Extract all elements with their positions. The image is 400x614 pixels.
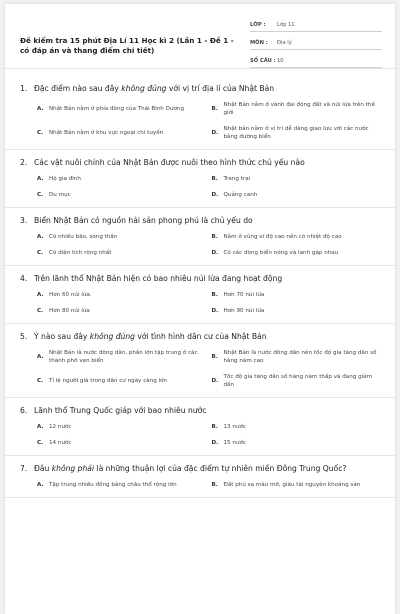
question-text	[34, 331, 380, 342]
answer-option[interactable]	[212, 101, 381, 117]
question-number: 1.	[20, 84, 28, 93]
option-text: Hơn 80 núi lửa	[49, 308, 90, 314]
answer-option[interactable]	[37, 373, 206, 389]
page-title: Đề kiểm tra 15 phút Địa Lí 11 Học kì 2 (Lần 1 - Đề 1 - có đáp án và thang điểm chi tiết)	[20, 36, 234, 55]
answer-option[interactable]	[37, 423, 206, 431]
answer-option[interactable]	[212, 233, 381, 241]
question-text-start: Các vật nuôi chính của Nhật Bản được nuôi theo hình thức chủ yếu nào	[34, 158, 305, 167]
question-text-start: Đâu	[34, 464, 52, 473]
question-2	[5, 150, 395, 208]
question-text	[34, 405, 380, 416]
answer-options	[20, 233, 380, 257]
answer-option[interactable]	[37, 349, 206, 365]
question-number: 2.	[20, 158, 28, 167]
answer-option[interactable]	[212, 373, 381, 389]
question-prompt	[20, 157, 380, 168]
question-text-start: Đặc điểm nào sau đây	[34, 84, 122, 93]
answer-option[interactable]	[212, 349, 381, 365]
question-4	[5, 266, 395, 324]
answer-option[interactable]	[212, 481, 381, 489]
option-letter: A.	[37, 234, 44, 240]
answer-options	[20, 101, 380, 141]
question-number: 5.	[20, 332, 28, 341]
meta-label-class: LỚP :	[250, 21, 266, 28]
question-prompt	[20, 215, 380, 226]
question-number: 3.	[20, 216, 28, 225]
meta-row-count	[250, 54, 382, 68]
meta-value-count: 10	[277, 57, 284, 64]
answer-option[interactable]	[37, 307, 206, 315]
option-letter: C.	[37, 192, 44, 198]
option-letter: D.	[211, 192, 219, 198]
option-letter: C.	[37, 378, 44, 384]
option-text: Có các dòng biển nóng và lạnh gặp nhau	[223, 250, 339, 256]
option-text: Có nhiều bão, sóng thần	[49, 234, 118, 240]
answer-option[interactable]	[212, 249, 381, 257]
option-letter: D.	[211, 378, 219, 384]
option-text: 13 nước	[223, 424, 246, 430]
question-prompt	[20, 273, 380, 284]
option-text: Tập trung nhiều đồng bằng châu thổ rộng lớn	[49, 482, 177, 488]
option-letter: C.	[37, 440, 44, 446]
question-text-start: Lãnh thổ Trung Quốc giáp với bao nhiêu nước	[34, 406, 207, 415]
meta-value-class: Lớp 11	[277, 21, 295, 28]
meta-row-class	[250, 18, 382, 32]
option-letter: B.	[211, 234, 218, 240]
option-text: Tỉ lệ người già trong dân cư ngày càng lớn	[49, 378, 168, 384]
option-letter: A.	[37, 482, 44, 488]
option-text: Hộ gia đình	[49, 176, 81, 182]
question-prompt	[20, 331, 380, 342]
question-number: 7.	[20, 464, 28, 473]
option-text: Hơn 60 núi lửa.	[49, 292, 92, 298]
answer-option[interactable]	[37, 249, 206, 257]
question-text-end: với tình hình dân cư của Nhật Bản	[134, 332, 267, 341]
answer-option[interactable]	[212, 439, 381, 447]
meta-box	[250, 18, 382, 72]
question-1	[5, 76, 395, 150]
option-letter: B.	[211, 354, 218, 360]
question-text	[34, 273, 380, 284]
question-text-start: Ý nào sau đây	[34, 332, 90, 341]
question-text-end: với vị trí địa lí của Nhật Bản	[166, 84, 275, 93]
document-page	[5, 4, 395, 614]
question-list	[5, 76, 395, 498]
option-text: Hơn 70 núi lửa	[223, 292, 265, 298]
option-letter: D.	[211, 130, 219, 136]
answer-options	[20, 291, 380, 315]
option-letter: C.	[37, 308, 44, 314]
answer-option[interactable]	[212, 423, 381, 431]
question-text-start: Trên lãnh thổ Nhật Bản hiện có bao nhiêu núi lửa đang hoạt động	[34, 274, 283, 283]
option-letter: A.	[37, 292, 44, 298]
option-text: Tốc độ gia tăng dân số hàng năm thấp và đang giảm dần	[223, 374, 373, 388]
question-number: 6.	[20, 406, 28, 415]
question-emphasis: không đúng	[89, 332, 135, 341]
answer-options	[20, 423, 380, 447]
answer-options	[20, 175, 380, 199]
option-letter: B.	[211, 482, 218, 488]
question-text-start: Biển Nhật Bản có nguồn hải sản phong phú là chủ yếu do	[34, 216, 253, 225]
answer-option[interactable]	[37, 291, 206, 299]
answer-option[interactable]	[212, 291, 381, 299]
question-text	[34, 83, 380, 94]
option-letter: B.	[211, 176, 218, 182]
question-text	[34, 157, 380, 168]
answer-options	[20, 349, 380, 389]
meta-label-count: SỐ CÂU :	[250, 57, 276, 64]
question-prompt	[20, 405, 380, 416]
question-prompt	[20, 463, 380, 474]
option-text: Quảng canh	[223, 192, 258, 198]
question-prompt	[20, 83, 380, 94]
option-letter: B.	[211, 106, 218, 112]
option-text: Có diện tích rộng nhất	[49, 250, 112, 256]
option-letter: C.	[37, 250, 44, 256]
meta-label-subject: MÔN :	[250, 39, 268, 46]
option-text: Trang trại	[223, 176, 251, 182]
answer-option[interactable]	[37, 101, 206, 117]
option-text: 12 nước	[49, 424, 72, 430]
option-letter: C.	[37, 130, 44, 136]
answer-option[interactable]	[212, 175, 381, 183]
answer-option[interactable]	[212, 191, 381, 199]
question-text	[34, 215, 380, 226]
question-5	[5, 324, 395, 398]
option-letter: D.	[211, 440, 219, 446]
answer-option[interactable]	[37, 175, 206, 183]
header	[5, 4, 395, 64]
option-text: 15 nước	[223, 440, 246, 446]
meta-row-subject	[250, 36, 382, 50]
question-6	[5, 398, 395, 456]
header-divider	[5, 68, 395, 69]
option-letter: D.	[211, 250, 219, 256]
answer-option[interactable]	[37, 125, 206, 141]
option-letter: B.	[211, 292, 218, 298]
meta-value-subject: Địa lý	[277, 39, 292, 46]
answer-options	[20, 481, 380, 489]
question-7	[5, 456, 395, 498]
option-letter: A.	[37, 106, 44, 112]
option-text: Nhật bản nằm ở vị trí dễ dàng giao lưu với các nước bằng đường biển	[223, 126, 369, 140]
question-text-end: là những thuận lợi của đặc điểm tự nhiên miền Đông Trung Quốc?	[94, 464, 347, 473]
answer-option[interactable]	[37, 439, 206, 447]
option-letter: A.	[37, 354, 44, 360]
option-letter: A.	[37, 424, 44, 430]
question-emphasis: không phải	[51, 464, 95, 473]
option-text: 14 nước	[49, 440, 72, 446]
option-text: Du mục	[49, 192, 71, 198]
answer-option[interactable]	[212, 307, 381, 315]
question-number: 4.	[20, 274, 28, 283]
option-text: Nhật Bản nằm ở khu vực ngoại chí tuyến	[49, 130, 164, 136]
option-text: Hơn 90 núi lửa	[223, 308, 265, 314]
option-text: Nhật Bản nằm ở phía đông của Thái Bình Dương	[49, 106, 185, 112]
question-3	[5, 208, 395, 266]
answer-option[interactable]	[37, 233, 206, 241]
option-text: Nằm ở vùng vĩ độ cao nên có nhiệt độ cao	[223, 234, 342, 240]
option-text: Đất phù sa màu mỡ, giàu tài nguyên khoáng sản	[223, 482, 361, 488]
option-text: Nhật Bản nằm ở vành đai động đất và núi lửa trên thế giới	[223, 102, 375, 116]
question-text	[34, 463, 380, 474]
answer-option[interactable]	[37, 191, 206, 199]
option-letter: B.	[211, 424, 218, 430]
question-emphasis: không đúng	[121, 84, 167, 93]
answer-option[interactable]	[212, 125, 381, 141]
answer-option[interactable]	[37, 481, 206, 489]
option-letter: D.	[211, 308, 219, 314]
option-text: Nhật Bản là nước đông dân nên tốc độ gia tăng dân số hàng năm cao	[223, 350, 377, 364]
option-text: Nhật Bản là nước đông dân, phân lớn tập trung ở các thành phố ven biển	[49, 350, 198, 364]
option-letter: A.	[37, 176, 44, 182]
